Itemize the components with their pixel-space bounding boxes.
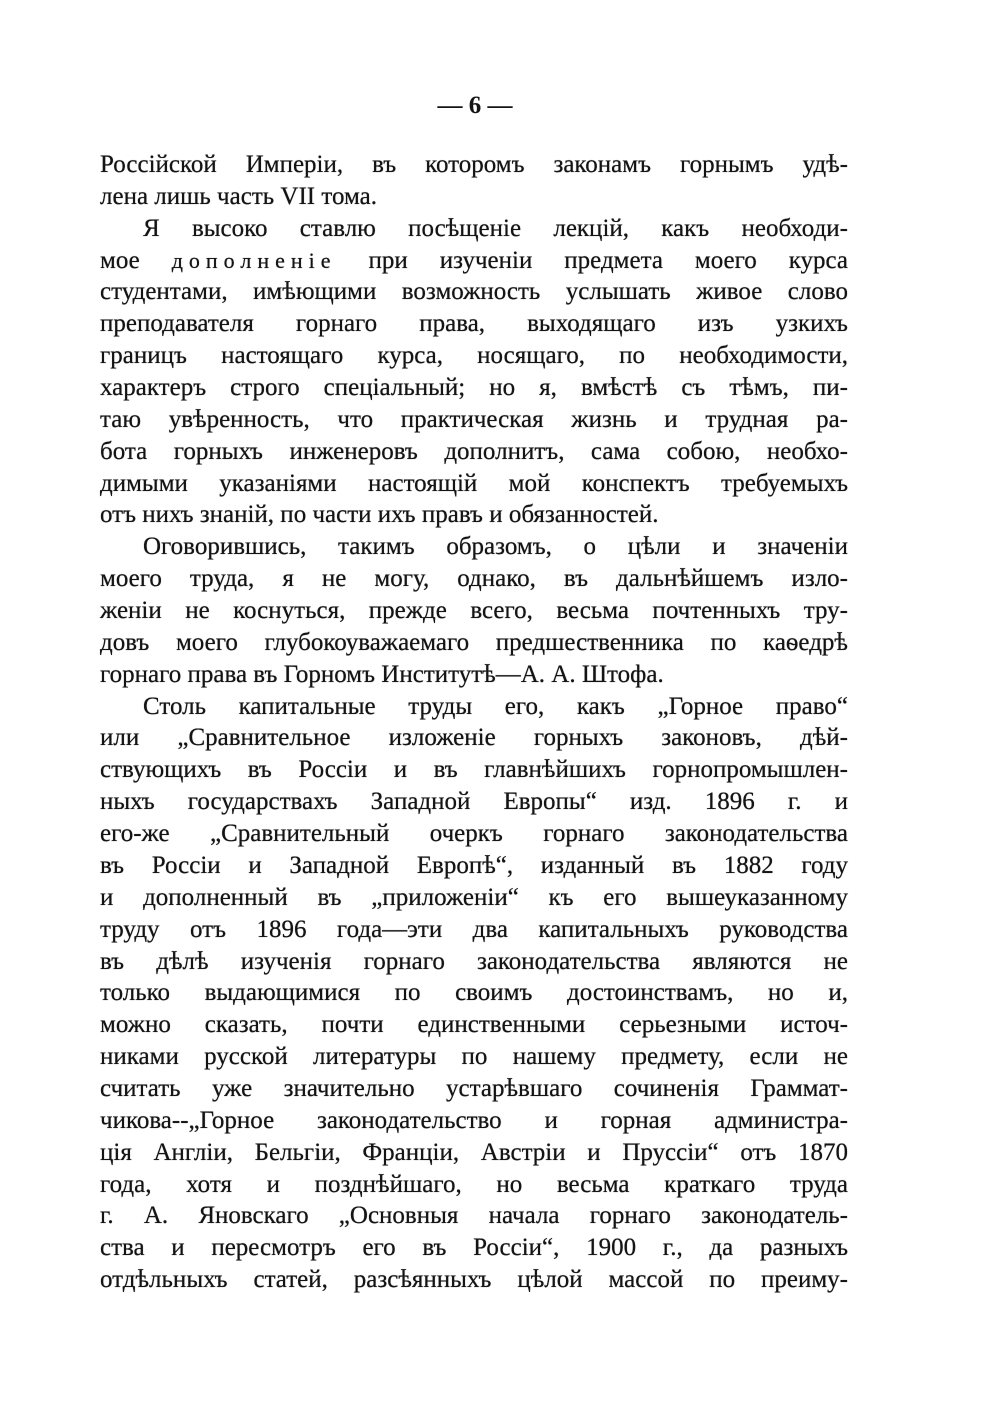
text-line: студентами, имѣющими возможность услышать живое слово — [100, 278, 848, 306]
text-line: Россійской Имперіи, въ которомъ законамъ горнымъ удѣ- — [100, 151, 848, 178]
text-line: только выдающимися по своимъ достоинствамъ, но и, — [100, 979, 848, 1007]
text-line: горнаго права въ Горномъ Институтѣ—А. А. Штофа. — [100, 660, 664, 688]
text-line: ныхъ государствахъ Западной Европы“ изд. 1896 г. и — [100, 788, 848, 816]
text-line: ствующихъ въ Россіи и въ главнѣйшихъ горнопромышлен- — [100, 756, 848, 784]
text-line: Я высоко ставлю посѣщеніе лекцій, какъ необходи- — [143, 214, 848, 242]
text-line: Оговорившись, такимъ образомъ, о цѣли и значеніи — [143, 533, 848, 561]
text-line: или „Сравнительное изложеніе горныхъ законовъ, дѣй- — [100, 724, 848, 752]
text-line: женіи не коснуться, прежде всего, весьма почтенныхъ тру- — [100, 597, 848, 625]
text-line — [100, 245, 848, 277]
text-line: никами русской литературы по нашему предмету, если не — [100, 1043, 848, 1071]
text-line: и дополненный въ „приложеніи“ къ его вышеуказанному — [100, 883, 848, 911]
text-line: преподавателя горнаго права, выходящаго изъ узкихъ — [100, 310, 848, 338]
text-line: отъ нихъ знаній, по части ихъ правъ и обязанностей. — [100, 501, 659, 529]
text-line: моего труда, я не могу, однако, въ дальнѣйшемъ изло- — [100, 565, 848, 593]
text-line: довъ моего глубокоуважаемаго предшественника по каѳедрѣ — [100, 628, 848, 656]
text-line: въ Россіи и Западной Европѣ“, изданный въ 1882 году — [100, 851, 848, 879]
text-line: считать уже значительно устарѣвшаго сочиненія Граммат- — [100, 1074, 848, 1102]
text-line: его-же „Сравнительный очеркъ горнаго законодательства — [100, 820, 848, 848]
text-line: г. А. Яновскаго „Основныя начала горнаго законодатель- — [100, 1202, 848, 1230]
text-line: можно сказать, почти единственными серьезными источ- — [100, 1011, 848, 1039]
page-number: — 6 — — [437, 92, 513, 119]
text-line: ція Англіи, Бельгіи, Франціи, Австріи и Пруссіи“ отъ 1870 — [100, 1138, 848, 1166]
text-line: въ дѣлѣ изученія горнаго законодательства являются не — [100, 947, 848, 975]
text-line: ства и пересмотръ его въ Россіи“, 1900 г., да разныхъ — [100, 1234, 848, 1262]
text-line: димыми указаніями настоящій мой конспектъ требуемыхъ — [100, 469, 848, 497]
text-line: границъ настоящаго курса, носящаго, по необходимости, — [100, 342, 848, 370]
text-line: характеръ строго спеціальный; но я, вмѣстѣ съ тѣмъ, пи- — [100, 374, 848, 402]
text-line: таю увѣренность, что практическая жизнь и трудная ра- — [100, 405, 848, 433]
text-line: труду отъ 1896 года—эти два капитальныхъ руководства — [100, 915, 848, 943]
text-line: отдѣльныхъ статей, разсѣянныхъ цѣлой массой по преиму- — [100, 1266, 848, 1294]
text-line: года, хотя и позднѣйшаго, но весьма краткаго труда — [100, 1170, 848, 1198]
text-line: бота горныхъ инженеровъ дополнитъ, сама собою, необхо- — [100, 437, 848, 465]
spaced-emphasis: дополненіе — [171, 247, 337, 273]
text-line: чикова--„Горное законодательство и горная администра- — [100, 1106, 848, 1134]
text-segment: мое — [100, 246, 172, 274]
text-line: лена лишь часть VII тома. — [100, 182, 377, 210]
text-segment: при изученіи предмета моего курса — [336, 246, 848, 274]
text-line: Столь капитальные труды его, какъ „Горное право“ — [143, 692, 848, 720]
